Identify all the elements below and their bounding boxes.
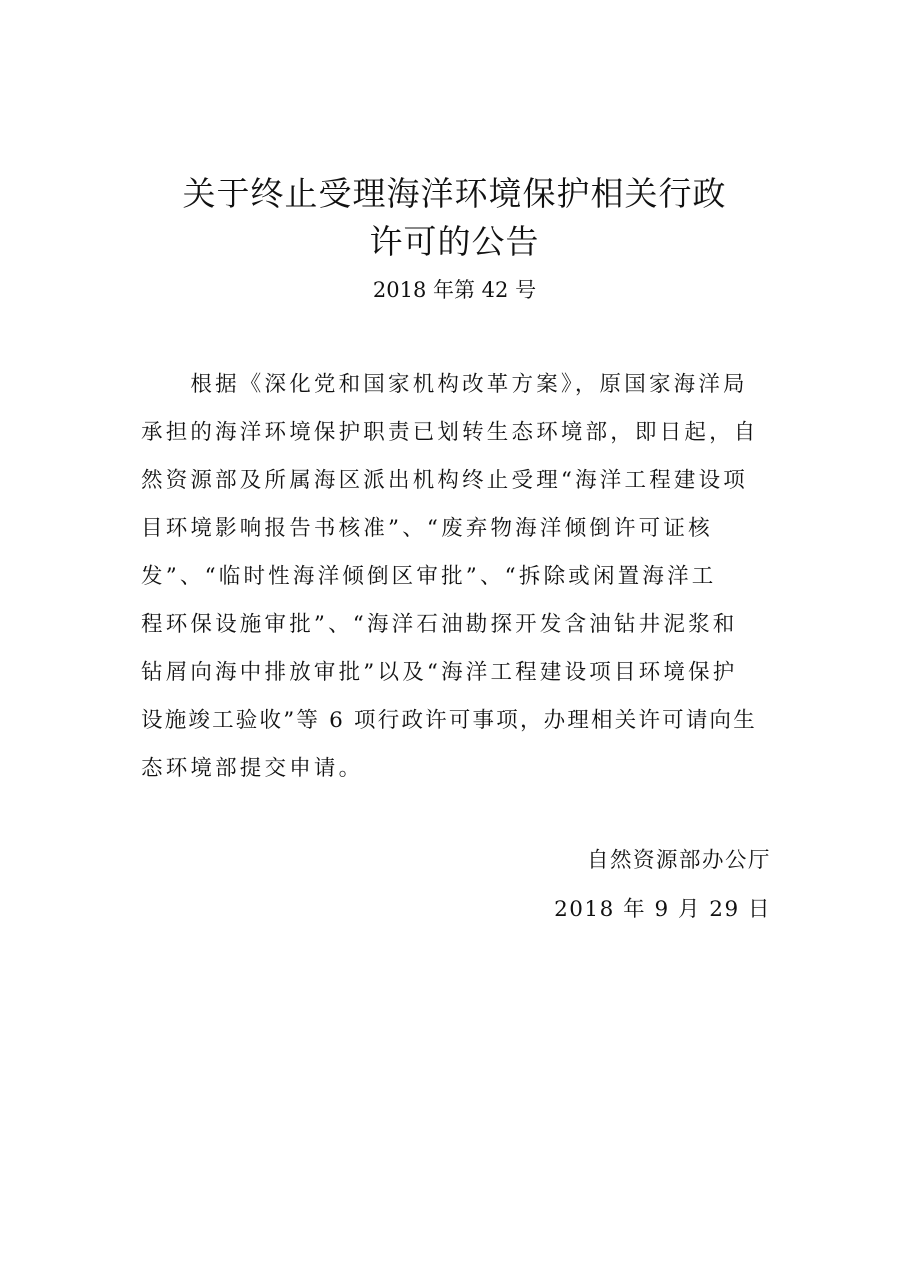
body-line: 目环境影响报告书核准”、“废弃物海洋倾倒许可证核 [141,516,713,541]
body-line: 承担的海洋环境保护职责已划转生态环境部，即日起，自 [141,420,759,445]
signature-organization: 自然资源部办公厅 [586,848,771,873]
title-line-2: 许可的公告 [369,222,540,261]
signature-date: 2018 年 9 月 29 日 [554,897,771,922]
body-line: 程环保设施审批”、“海洋石油勘探开发含油钻井泥浆和 [141,612,738,637]
document-number: 2018 年第 42 号 [372,278,537,302]
title-line-1: 关于终止受理海洋环境保护相关行政 [182,174,727,213]
body-line: 设施竣工验收”等 6 项行政许可事项，办理相关许可请向生 [141,708,757,733]
body-line: 根据《深化党和国家机构改革方案》，原国家海洋局 [141,372,748,397]
body-line: 态环境部提交申请。 [141,756,364,781]
body-line: 发”、“临时性海洋倾倒区审批”、“拆除或闲置海洋工 [141,564,717,589]
body-line: 然资源部及所属海区派出机构终止受理“海洋工程建设项 [141,468,748,493]
body-line: 钻屑向海中排放审批”以及“海洋工程建设项目环境保护 [141,660,738,685]
